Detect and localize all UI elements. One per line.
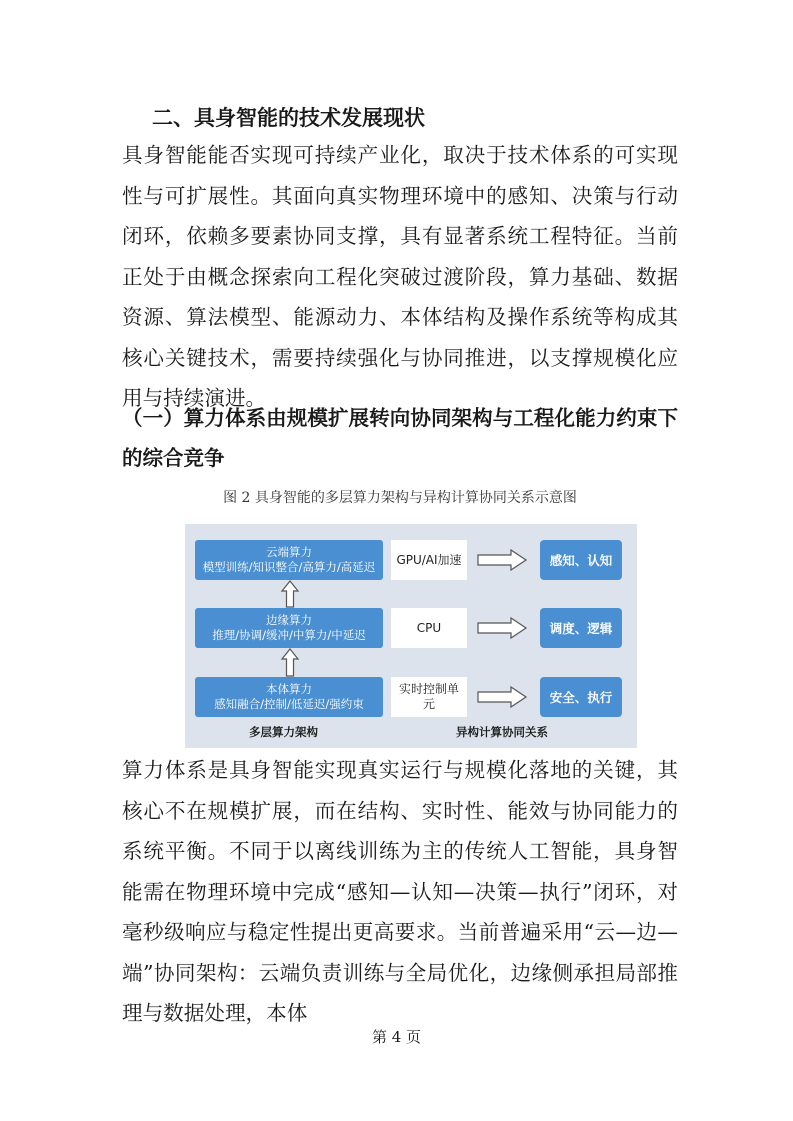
arrow-up-icon xyxy=(281,580,299,608)
compute-realtime: 实时控制单元 xyxy=(391,677,467,717)
layer-cloud-detail: 模型训练/知识整合/高算力/高延迟 xyxy=(202,560,376,574)
page-number: 第 4 页 xyxy=(371,1028,422,1046)
layer-body xyxy=(195,677,383,717)
paragraph-intro: 具身智能能否实现可持续产业化，取决于技术体系的可实现性与可扩展性。其面向真实物理环境中的感知、决策与行动闭环，依赖多要素协同支撑，具有显著系统工程特征。当前正处于由概念探索向工程化突破过渡阶段，算力基础、数据资源、算法模型、能源动力、本体结构及操作系统等构成其核心关键技术，需要持续强化与协同推进，以支撑规模化应用与持续演进。 xyxy=(122,143,678,410)
role-perception: 感知、认知 xyxy=(540,540,622,580)
role-safety: 安全、执行 xyxy=(540,677,622,717)
subsection-heading: （一）算力体系由规模扩展转向协同架构与工程化能力约束下的综合竞争 xyxy=(122,406,678,470)
paragraph-compute: 算力体系是具身智能实现真实运行与规模化落地的关键，其核心不在规模扩展，而在结构、实时性、能效与协同能力的系统平衡。不同于以离线训练为主的传统人工智能，具身智能需在物理环境中完成“感知—认知—决策—执行”闭环，对毫秒级响应与稳定性提出更高要求。当前普遍采用“云—边—端”协同架构：云端负责训练与全局优化，边缘侧承担局部推理与数据处理，本体 xyxy=(122,758,678,1025)
figure-right-label: 异构计算协同关系 xyxy=(456,725,548,739)
layer-cloud xyxy=(195,540,383,580)
layer-body-detail: 感知融合/控制/低延迟/强约束 xyxy=(214,697,364,711)
architecture-figure xyxy=(185,524,637,748)
compute-gpu: GPU/AI加速 xyxy=(391,540,467,580)
arrow-right-icon xyxy=(477,549,527,571)
compute-cpu: CPU xyxy=(391,608,467,648)
layer-body-title: 本体算力 xyxy=(266,682,312,696)
arrow-up-icon xyxy=(281,648,299,677)
arrow-right-icon xyxy=(477,686,527,708)
section-heading: 二、具身智能的技术发展现状 xyxy=(152,106,425,130)
role-scheduling: 调度、逻辑 xyxy=(540,608,622,648)
layer-edge-detail: 推理/协调/缓冲/中算力/中延迟 xyxy=(212,628,366,642)
layer-cloud-title: 云端算力 xyxy=(266,545,312,559)
layer-edge-title: 边缘算力 xyxy=(266,613,312,627)
layer-edge xyxy=(195,608,383,648)
figure-left-label: 多层算力架构 xyxy=(249,725,318,739)
figure-caption: 图 2 具身智能的多层算力架构与异构计算协同关系示意图 xyxy=(223,490,577,506)
arrow-right-icon xyxy=(477,617,527,639)
